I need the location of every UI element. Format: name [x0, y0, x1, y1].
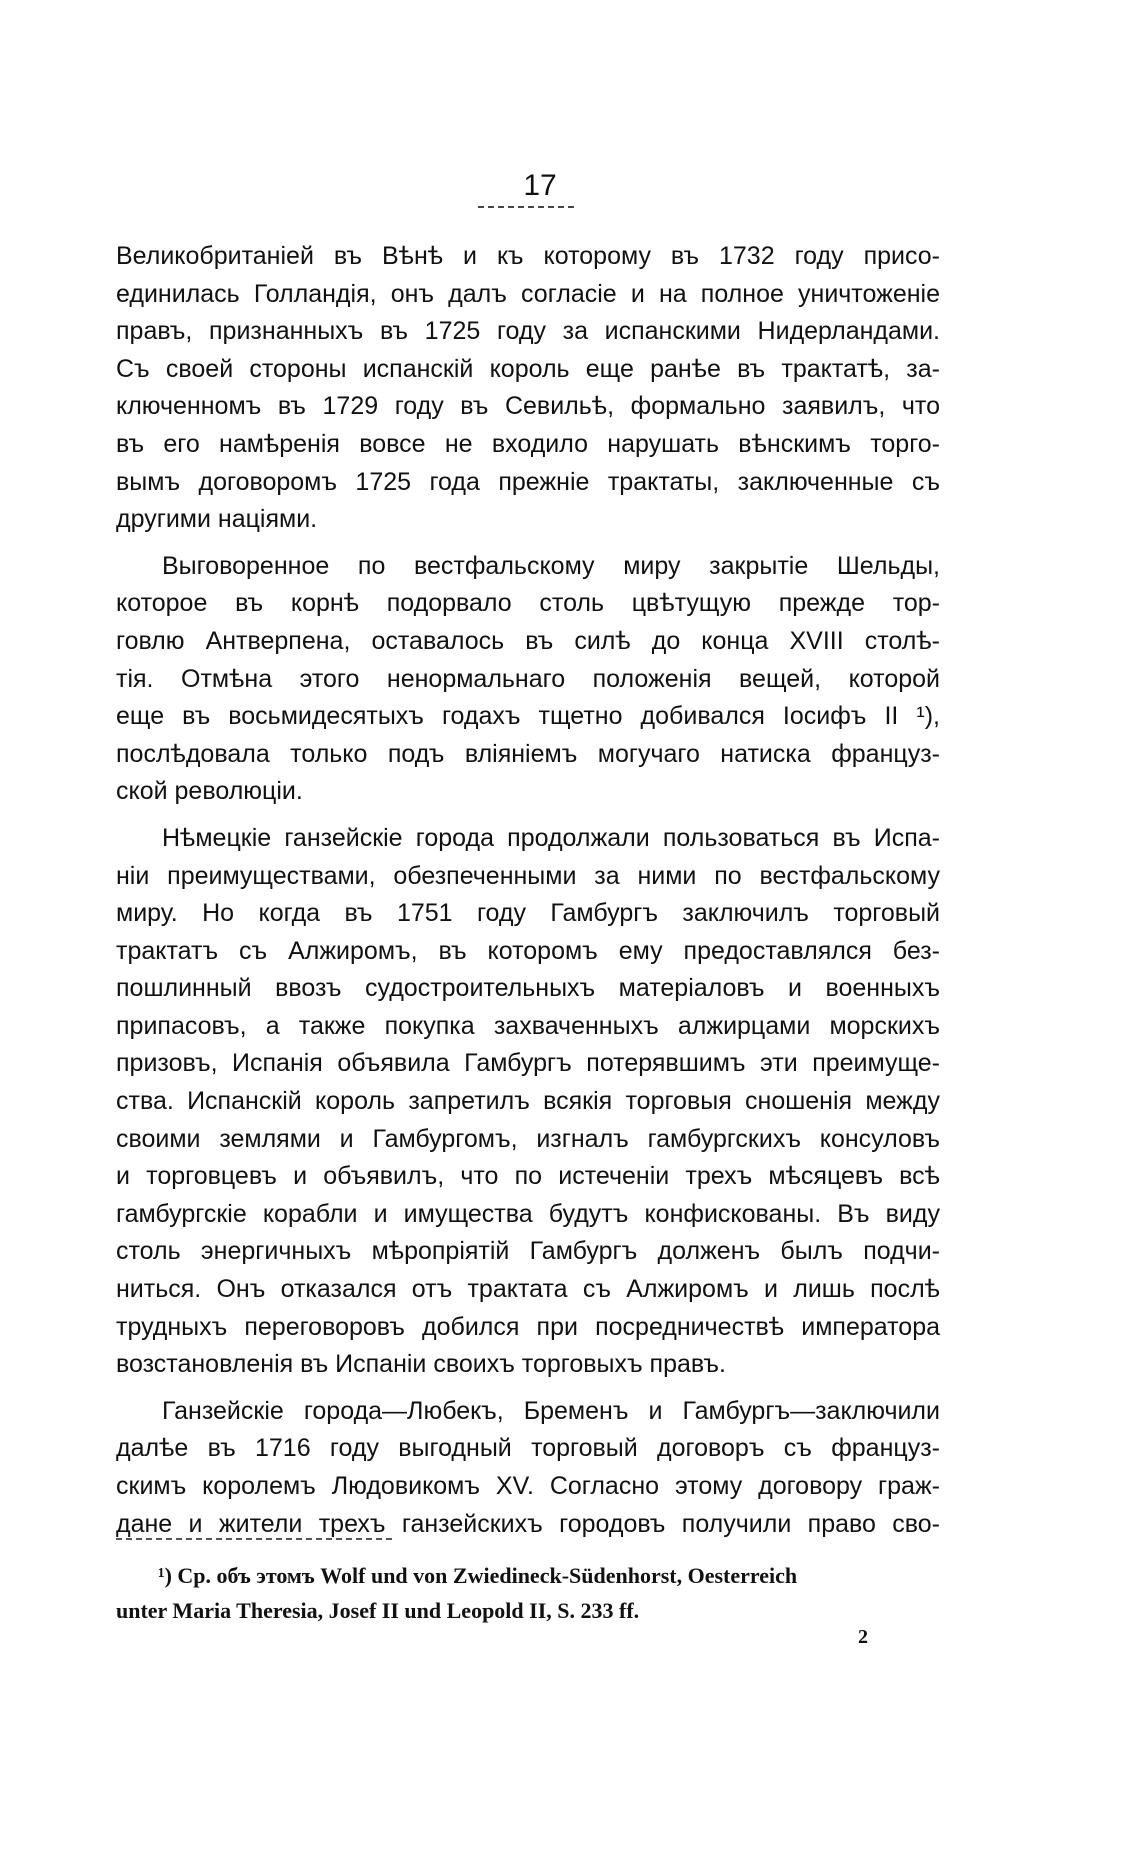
text-line: скимъ королемъ Людовикомъ XV. Согласно этому договору граж-: [116, 1472, 940, 1500]
text-line: гамбургскіе корабли и имущества будутъ конфискованы. Въ виду: [116, 1199, 940, 1228]
text-line: миру. Но когда въ 1751 году Гамбургъ заключилъ торговый: [116, 899, 940, 928]
text-line: трактатъ съ Алжиромъ, въ которомъ ему предоставлялся без-: [116, 936, 940, 965]
page-number-underline: [478, 206, 574, 208]
text-line: ства. Испанскій король запретилъ всякія торговыя сношенія между: [116, 1087, 940, 1116]
text-line: ской революціи.: [116, 777, 303, 806]
text-line: послѣдовала только подъ вліяніемъ могучаго натиска француз-: [116, 739, 940, 768]
text-line: еще въ восьмидесятыхъ годахъ тщетно добивался Іосифъ II ¹),: [116, 702, 940, 731]
text-line: ниться. Онъ отказался отъ трактата съ Алжиромъ и лишь послѣ: [116, 1275, 940, 1304]
text-line: которое въ корнѣ подорвало столь цвѣтущую прежде тор-: [116, 589, 940, 618]
text-line: единилась Голландія, онъ далъ согласіе и на полное уничтоженіе: [116, 279, 940, 308]
text-line: Ганзейскіе города—Любекъ, Бременъ и Гамбургъ—заключили: [162, 1396, 940, 1425]
text-line: Нѣмецкіе ганзейскіе города продолжали пользоваться въ Испа-: [162, 823, 940, 852]
footnote-separator: [116, 1538, 392, 1540]
text-line: возстановленія въ Испаніи своихъ торговыхъ правъ.: [116, 1350, 726, 1379]
text-line: столь энергичныхъ мѣропріятій Гамбургъ долженъ былъ подчи-: [116, 1237, 940, 1266]
text-line: Выговоренное по вестфальскому миру закрытіе Шельды,: [162, 551, 940, 580]
text-line: въ его намѣренія вовсе не входило нарушать вѣнскимъ торго-: [116, 429, 940, 458]
text-line: тія. Отмѣна этого ненормальнаго положенія вещей, которой: [116, 664, 940, 693]
text-line: Съ своей стороны испанскій король еще ранѣе въ трактатѣ, за-: [116, 354, 940, 383]
text-line: пошлинный ввозъ судостроительныхъ матеріаловъ и военныхъ: [116, 974, 940, 1003]
body-text: [116, 238, 940, 1543]
text-line: правъ, признанныхъ въ 1725 году за испанскими Нидерландами.: [116, 317, 940, 346]
text-line: вымъ договоромъ 1725 года прежніе трактаты, заключенные съ: [116, 467, 940, 496]
text-line: Великобританіей въ Вѣнѣ и къ которому въ 1732 году присо-: [116, 242, 940, 270]
text-line: ключенномъ въ 1729 году въ Севильѣ, формально заявилъ, что: [116, 392, 940, 421]
text-line: говлю Антверпена, оставалось въ силѣ до конца XVIII столѣ-: [116, 626, 940, 655]
page-number: 17: [523, 169, 557, 202]
text-line: и торговцевъ и объявилъ, что по истеченіи трехъ мѣсяцевъ всѣ: [116, 1162, 940, 1191]
text-line: далѣе въ 1716 году выгодный торговый договоръ съ француз-: [116, 1434, 940, 1463]
text-line: припасовъ, а также покупка захваченныхъ алжирцами морскихъ: [116, 1011, 940, 1040]
text-line: своими землями и Гамбургомъ, изгналъ гамбургскихъ консуловъ: [116, 1124, 940, 1153]
footnote-line: unter Maria Theresia, Josef II und Leopold II, S. 233 ff.: [116, 1598, 640, 1623]
text-line: ніи преимуществами, обезпеченными за ними по вестфальскому: [116, 861, 940, 890]
footnote: [116, 1558, 946, 1628]
text-line: трудныхъ переговоровъ добился при посредничествѣ императора: [116, 1312, 940, 1341]
signature-mark: 2: [858, 1626, 868, 1648]
text-line: дане и жители трехъ ганзейскихъ городовъ получили право сво-: [116, 1509, 940, 1538]
footnote-line: ¹) Ср. объ этомъ Wolf und von Zwiedineck-Südenhorst, Oesterreich: [158, 1563, 798, 1588]
text-line: призовъ, Испанія объявила Гамбургъ потерявшимъ эти преимуще-: [116, 1049, 940, 1078]
text-line: другими націями.: [116, 505, 318, 534]
